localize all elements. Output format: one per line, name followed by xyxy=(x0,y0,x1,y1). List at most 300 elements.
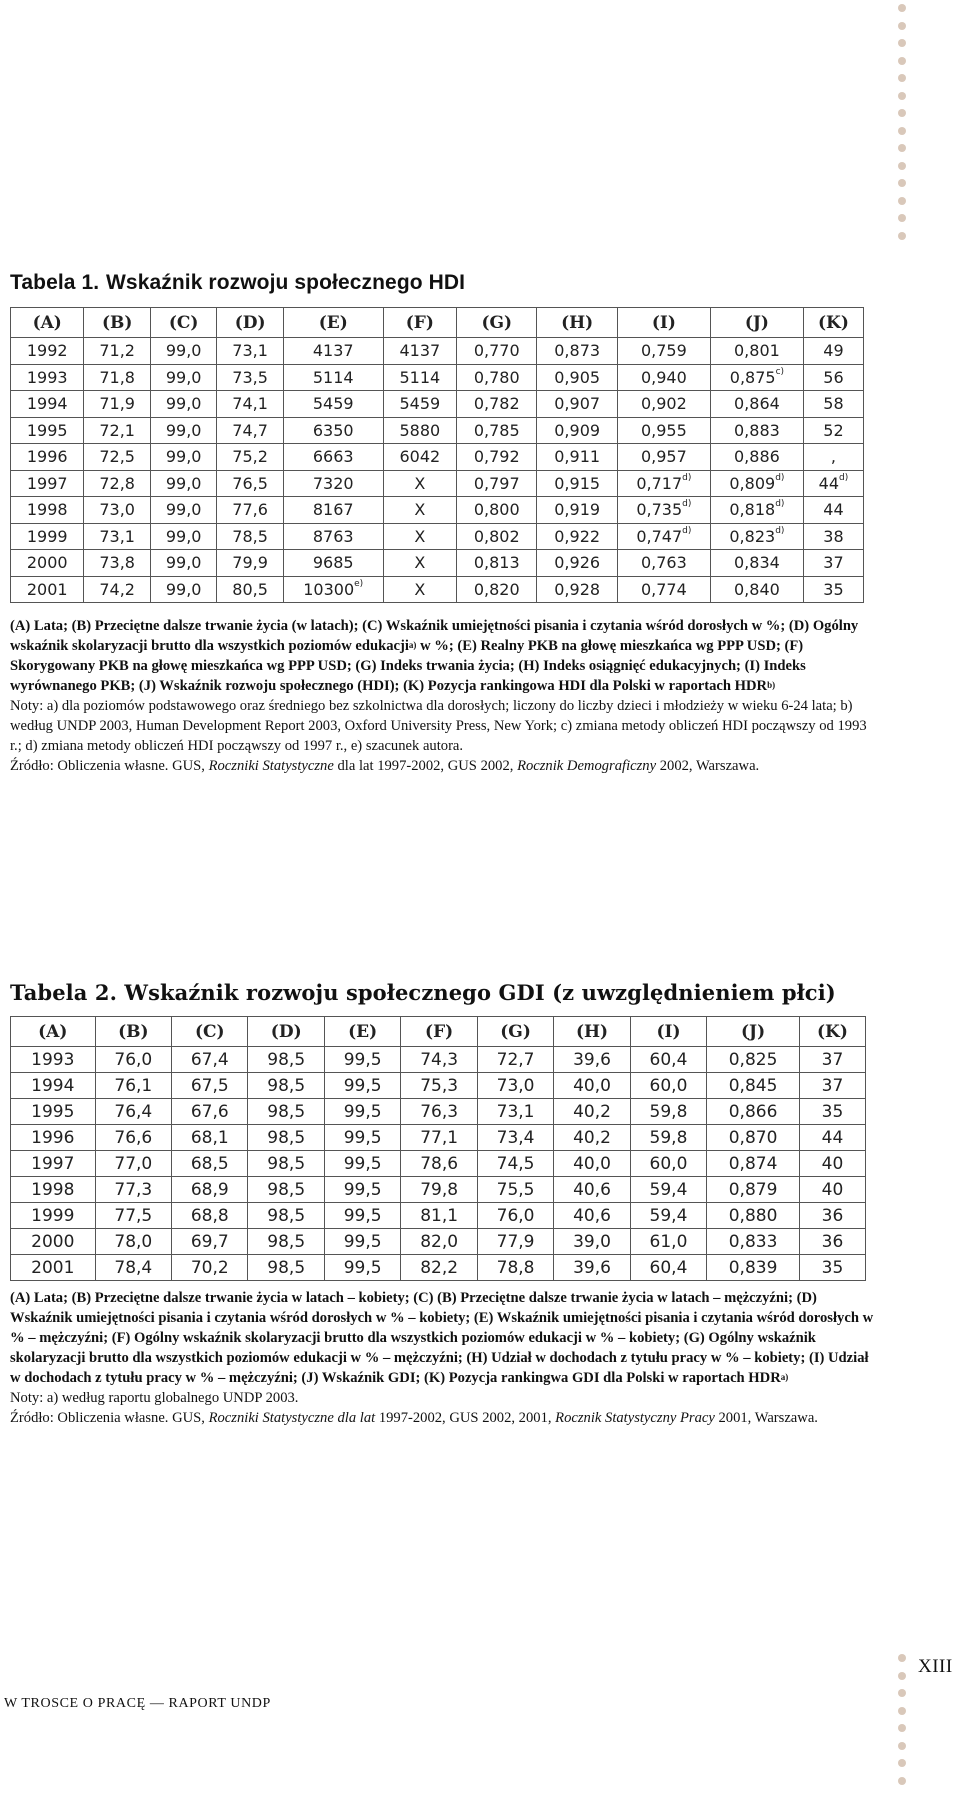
table1-row xyxy=(11,417,864,444)
table2-cell-value: 98,5 xyxy=(267,1049,306,1070)
table1-col-header: (A) xyxy=(11,308,84,338)
table1-cell xyxy=(383,338,456,365)
table1-cell-value: 0,928 xyxy=(554,579,601,599)
table1-cell xyxy=(217,576,283,603)
table1-row xyxy=(11,550,864,577)
table1-cell-footnote: d) xyxy=(682,499,692,510)
table1-source xyxy=(10,756,876,776)
table1-cell-value: 74,7 xyxy=(232,420,268,440)
table1-cell-value: X xyxy=(414,553,426,573)
table1-cell-footnote: d) xyxy=(682,525,692,536)
table1-cell xyxy=(537,444,617,471)
table1-cell-value: 77,6 xyxy=(232,500,268,520)
table1-cell xyxy=(457,497,537,524)
table1-cell xyxy=(150,417,216,444)
table2-row xyxy=(11,1073,866,1099)
table1-cell-value: 72,1 xyxy=(99,420,135,440)
table2-cell-value: 98,5 xyxy=(267,1231,306,1252)
table1-cell-value: 0,747 xyxy=(636,526,683,546)
table2-cell-value: 74,3 xyxy=(420,1049,459,1070)
table1-cell-value: 9685 xyxy=(312,553,354,573)
table2-cell xyxy=(11,1151,96,1177)
table1-cell xyxy=(11,497,84,524)
table2-source xyxy=(10,1408,876,1428)
table2-cell xyxy=(95,1151,171,1177)
table1-notes xyxy=(10,616,876,776)
table2-cell-value: 59,8 xyxy=(649,1127,688,1148)
table1-cell-value: 99,0 xyxy=(165,473,202,493)
table2-cell-value: 40,0 xyxy=(573,1153,611,1174)
table1-cell-value: 56 xyxy=(823,367,844,387)
table1-cell xyxy=(11,364,84,391)
table2-cell xyxy=(477,1177,553,1203)
table1-source-text-3: 2002, Warszawa. xyxy=(656,758,760,774)
table1-cell-value: 44 xyxy=(823,500,844,520)
table1-cell xyxy=(11,444,84,471)
table2-cell xyxy=(799,1073,865,1099)
table2-cell xyxy=(554,1151,630,1177)
table1-cell-value: 0,802 xyxy=(473,526,520,546)
table1-cell-value: 71,2 xyxy=(99,341,135,361)
table2-cell xyxy=(630,1151,706,1177)
table2-cell xyxy=(554,1177,630,1203)
table1-col-header: (B) xyxy=(84,308,150,338)
table2-cell xyxy=(630,1073,706,1099)
table1-cell xyxy=(537,364,617,391)
table2-cell-value: 40,2 xyxy=(573,1127,611,1148)
table1-cell-value: 0,774 xyxy=(640,579,687,599)
table2-cell-value: 72,7 xyxy=(496,1049,535,1070)
table1-cell xyxy=(84,364,150,391)
table1-cell xyxy=(84,497,150,524)
table2-cell xyxy=(11,1073,96,1099)
table1-cell-value: 0,873 xyxy=(554,341,601,361)
table1-cell xyxy=(283,444,383,471)
table1-cell-value: 99,0 xyxy=(165,394,202,414)
table1-cell xyxy=(617,391,710,418)
table1-cell xyxy=(283,470,383,497)
table2-title xyxy=(10,980,836,1005)
table2-cell-value: 61,0 xyxy=(649,1231,688,1252)
table2-cell xyxy=(799,1203,865,1229)
table1-cell xyxy=(150,523,216,550)
table2-cell xyxy=(248,1125,324,1151)
table1-cell-value: 0,809 xyxy=(729,473,776,493)
table1-cell xyxy=(383,364,456,391)
table2-source-text-1: Źródło: Obliczenia własne. GUS, xyxy=(10,1410,209,1426)
table2-col-header: (B) xyxy=(95,1017,171,1047)
table2-cell-value: 73,4 xyxy=(496,1127,535,1148)
table2-cell xyxy=(707,1125,800,1151)
table2-cell xyxy=(630,1203,706,1229)
table2-cell-value: 0,845 xyxy=(728,1075,778,1096)
table1-col-header: (E) xyxy=(283,308,383,338)
table1-cell xyxy=(283,364,383,391)
table1-cell-value: 0,813 xyxy=(473,553,520,573)
table2-row xyxy=(11,1099,866,1125)
table1-cell xyxy=(217,497,283,524)
table2-cell xyxy=(172,1151,248,1177)
table1-cell-footnote: d) xyxy=(839,472,849,483)
table1-cell-value: 0,957 xyxy=(640,447,687,467)
table1-row xyxy=(11,576,864,603)
table2-cell-value: 98,5 xyxy=(267,1127,306,1148)
table1-cell-value: 1996 xyxy=(26,447,68,467)
table1-cell xyxy=(383,550,456,577)
table1-footnotes: Noty: a) dla poziomów podstawowego oraz średniego bez szkolnictwa dla dorosłych; liczony do liczby dzieci i młodzieży w wieku 6-24 lata; b) według UNDP 2003, Human Development Report 2003, Oxford University Press, New York; c) zmiana metody obliczeń HDI począwszy od 1993 r.; d) zmiana metody obliczeń HDI począwszy od 1997 r., e) szacunek autora. xyxy=(10,698,867,754)
table1-cell-footnote: d) xyxy=(682,472,692,483)
table1-cell xyxy=(217,391,283,418)
table2-cell xyxy=(707,1203,800,1229)
table1-cell xyxy=(457,576,537,603)
table2-cell xyxy=(172,1125,248,1151)
table1-cell-value: 0,886 xyxy=(734,447,780,467)
table2-label: Tabela 2. xyxy=(10,980,117,1005)
table2-cell xyxy=(707,1047,800,1073)
table1-cell xyxy=(283,497,383,524)
table2-cell xyxy=(799,1099,865,1125)
table1-cell xyxy=(457,338,537,365)
table2-cell-value: 77,5 xyxy=(114,1205,153,1226)
table2-cell xyxy=(554,1125,630,1151)
table1-col-header: (J) xyxy=(710,308,803,338)
table1-cell-value: 4137 xyxy=(312,341,354,361)
table1-cell xyxy=(150,497,216,524)
table2-cell-value: 40,6 xyxy=(573,1179,611,1200)
table1-legend-text-2: w %; (E) Realny PKB na głowę mieszkańca wg PPP USD; (F) Skorygowany PKB na głowę mieszkańca wg PPP USD; (G) Indeks trwania życia; (H) Indeks osiągnięć edukacyjnych; (I) Indeks wyrównanego PKB; (J) Wskaźnik rozwoju społecznego (HDI); (K) Pozycja rankingowa HDI dla Polski w raportach HDR xyxy=(10,638,806,694)
table1-cell-value: 58 xyxy=(823,394,844,414)
table1-cell xyxy=(617,417,710,444)
table1-cell-value: 0,823 xyxy=(729,526,776,546)
table2-source-italic-2: Rocznik Statystyczny Pracy xyxy=(555,1410,715,1426)
page-number: XIII xyxy=(918,1656,953,1677)
table2-cell-value: 68,8 xyxy=(190,1205,229,1226)
table2-cell xyxy=(324,1203,400,1229)
table1-cell xyxy=(617,444,710,471)
table1-cell xyxy=(283,523,383,550)
table1-cell-value: 0,864 xyxy=(734,394,780,414)
table2-cell xyxy=(11,1047,96,1073)
table1-cell-value: 35 xyxy=(823,579,844,599)
table2-cell xyxy=(707,1229,800,1255)
table1-cell-value: 0,770 xyxy=(473,341,520,361)
table2-cell xyxy=(554,1073,630,1099)
table2-cell xyxy=(799,1177,865,1203)
table1-cell xyxy=(710,523,803,550)
table2-cell xyxy=(172,1073,248,1099)
table1-cell-value: 8763 xyxy=(312,526,354,546)
table1-cell-value: 74,1 xyxy=(232,394,268,414)
table1-cell-value: 73,0 xyxy=(99,500,135,520)
table1-cell xyxy=(537,497,617,524)
dot-column-bottom xyxy=(898,1654,908,1794)
table2-cell xyxy=(799,1125,865,1151)
table2-cell-value: 37 xyxy=(821,1049,844,1070)
table2-cell-value: 98,5 xyxy=(267,1153,306,1174)
table1-cell-value: 73,1 xyxy=(232,341,268,361)
table2-cell-value: 75,5 xyxy=(496,1179,535,1200)
table2-cell-value: 40 xyxy=(821,1179,844,1200)
table2-cell xyxy=(707,1151,800,1177)
table1-cell-value: 1999 xyxy=(26,526,68,546)
table2-cell xyxy=(477,1073,553,1099)
table2-cell xyxy=(707,1073,800,1099)
table1-source-text-2: dla lat 1997-2002, GUS 2002, xyxy=(333,758,518,774)
table1-cell xyxy=(457,523,537,550)
decorative-dot xyxy=(898,92,906,100)
table1-cell xyxy=(383,391,456,418)
table2-cell-value: 99,5 xyxy=(343,1179,382,1200)
table2-cell xyxy=(324,1125,400,1151)
table2-footnotes: Noty: a) według raportu globalnego UNDP 2003. xyxy=(10,1390,299,1406)
table1-cell xyxy=(803,364,863,391)
table2-cell-value: 0,825 xyxy=(728,1049,778,1070)
table1-cell-value: 1994 xyxy=(26,394,68,414)
decorative-dot xyxy=(898,4,906,12)
table1-source-text-1: Źródło: Obliczenia własne. GUS, xyxy=(10,758,209,774)
table2-cell-value: 98,5 xyxy=(267,1101,306,1122)
table1-cell-value: 2000 xyxy=(26,553,68,573)
table1-cell-value: 0,902 xyxy=(640,394,687,414)
table1-cell-value: 0,782 xyxy=(473,394,520,414)
table2-cell xyxy=(401,1047,477,1073)
table2-cell-value: 67,4 xyxy=(190,1049,229,1070)
table1-cell xyxy=(217,338,283,365)
table1-cell-value: 44 xyxy=(818,473,840,493)
table1-cell xyxy=(457,444,537,471)
table2-cell xyxy=(799,1255,865,1281)
table2-legend xyxy=(10,1288,876,1388)
table2-cell-value: 0,866 xyxy=(728,1101,778,1122)
table2-header-row xyxy=(11,1017,866,1047)
table1-cell-value: 5459 xyxy=(399,394,441,414)
table2-cell-value: 99,5 xyxy=(343,1153,382,1174)
table2-cell xyxy=(172,1203,248,1229)
table2-row xyxy=(11,1047,866,1073)
table2-cell xyxy=(477,1047,553,1073)
table1-label: Tabela 1. xyxy=(10,271,100,294)
table1-cell-value: 79,9 xyxy=(232,553,268,573)
table1-cell-value: 4137 xyxy=(399,341,441,361)
table2-notes xyxy=(10,1288,876,1428)
table1-cell xyxy=(537,550,617,577)
table1-cell xyxy=(803,391,863,418)
decorative-dot xyxy=(898,127,906,135)
table2-cell xyxy=(172,1229,248,1255)
table1-legend xyxy=(10,616,876,696)
table2-col-header: (I) xyxy=(630,1017,706,1047)
table2-row xyxy=(11,1255,866,1281)
table1-cell-footnote: d) xyxy=(775,525,785,536)
decorative-dot xyxy=(898,1724,906,1732)
table1-cell xyxy=(11,550,84,577)
table1-cell-footnote: d) xyxy=(775,499,785,510)
table1-cell xyxy=(803,550,863,577)
table1-cell xyxy=(150,391,216,418)
table1-row xyxy=(11,523,864,550)
decorative-dot xyxy=(898,1654,906,1662)
table1-cell-value: 10300 xyxy=(303,579,355,599)
table1-cell xyxy=(383,576,456,603)
table2-cell xyxy=(401,1203,477,1229)
table2-cell xyxy=(401,1151,477,1177)
table1-col-header: (K) xyxy=(803,308,863,338)
table1-col-header: (H) xyxy=(537,308,617,338)
table2-cell xyxy=(630,1255,706,1281)
table1-cell xyxy=(803,417,863,444)
table1-cell xyxy=(11,576,84,603)
table1-cell xyxy=(383,444,456,471)
table1-cell xyxy=(11,417,84,444)
table1-cell-value: 0,820 xyxy=(473,579,520,599)
running-head: W TROSCE O PRACĘ — RAPORT UNDP xyxy=(4,1696,271,1711)
table1-cell xyxy=(217,364,283,391)
table1-cell-value: 1998 xyxy=(26,500,68,520)
table1-cell-value: 0,955 xyxy=(640,420,687,440)
table2-cell-value: 77,9 xyxy=(496,1231,535,1252)
table2-cell-value: 0,839 xyxy=(728,1257,778,1278)
table1-cell xyxy=(617,338,710,365)
table2-cell xyxy=(554,1047,630,1073)
table1-legend-text-1: (A) Lata; (B) Przeciętne dalsze trwanie życia (w latach); (C) Wskaźnik umiejętności pisania i czytania wśród dorosłych w %; (D) Ogólny wskaźnik skolaryzacji brutto dla wszystkich poziomów edukacji xyxy=(10,618,859,654)
decorative-dot xyxy=(898,22,906,30)
table1-col-header: (I) xyxy=(617,308,710,338)
table1-legend-sup-1: a) xyxy=(408,640,417,650)
table1-cell xyxy=(283,338,383,365)
table2-cell-value: 75,3 xyxy=(420,1075,459,1096)
table2-cell xyxy=(248,1203,324,1229)
table2-cell xyxy=(477,1125,553,1151)
table1-cell-value: 1995 xyxy=(26,420,68,440)
table1-cell-value: 0,919 xyxy=(554,500,601,520)
table1-cell-value: 0,763 xyxy=(640,553,687,573)
table2-cell-value: 0,833 xyxy=(728,1231,778,1252)
table2-source-italic-1: Roczniki Statystyczne dla lat xyxy=(208,1410,376,1426)
table2-cell-value: 99,5 xyxy=(343,1205,382,1226)
table1-cell-value: 6350 xyxy=(312,420,354,440)
table1-col-header: (F) xyxy=(383,308,456,338)
table1-cell xyxy=(150,338,216,365)
table1-cell-value: 73,5 xyxy=(232,367,268,387)
decorative-dot xyxy=(898,1689,906,1697)
table2-cell xyxy=(477,1203,553,1229)
table2-cell xyxy=(11,1255,96,1281)
table1-cell xyxy=(383,417,456,444)
table2-cell xyxy=(95,1125,171,1151)
table2-cell-value: 78,0 xyxy=(114,1231,153,1252)
table2-cell xyxy=(248,1073,324,1099)
table2-cell-value: 1993 xyxy=(31,1049,75,1070)
table1-heading: Wskaźnik rozwoju społecznego HDI xyxy=(106,271,466,294)
table2-cell-value: 1995 xyxy=(31,1101,75,1122)
table2-cell xyxy=(324,1151,400,1177)
table1-cell xyxy=(710,497,803,524)
table1-cell-footnote: d) xyxy=(775,472,785,483)
table2-cell-value: 98,5 xyxy=(267,1257,306,1278)
table2-cell-value: 2001 xyxy=(31,1257,75,1278)
table2-cell xyxy=(95,1203,171,1229)
table2-cell xyxy=(95,1073,171,1099)
table1-cell-value: 1993 xyxy=(26,367,68,387)
table1-cell-value: 73,8 xyxy=(99,553,135,573)
table1-cell xyxy=(537,391,617,418)
table2-cell xyxy=(324,1047,400,1073)
table2-cell-value: 1997 xyxy=(31,1153,75,1174)
table1-cell xyxy=(84,470,150,497)
table2-cell xyxy=(554,1229,630,1255)
table1-cell-value: 71,8 xyxy=(99,367,135,387)
table2-cell-value: 77,3 xyxy=(114,1179,153,1200)
table2-col-header: (D) xyxy=(248,1017,324,1047)
table1-cell xyxy=(537,417,617,444)
table2-cell xyxy=(477,1151,553,1177)
table2-cell-value: 73,0 xyxy=(496,1075,535,1096)
table1-cell xyxy=(217,444,283,471)
decorative-dot xyxy=(898,1742,906,1750)
table1-cell xyxy=(537,470,617,497)
table1-cell xyxy=(803,470,863,497)
table2-cell-value: 60,0 xyxy=(649,1075,688,1096)
table1-cell xyxy=(283,576,383,603)
table2-cell-value: 1999 xyxy=(31,1205,75,1226)
table1-cell-value: 99,0 xyxy=(165,447,202,467)
table1-cell-value: 6663 xyxy=(312,447,354,467)
table2-cell-value: 59,8 xyxy=(649,1101,688,1122)
table2-cell-value: 99,5 xyxy=(343,1075,382,1096)
table2-cell-value: 39,6 xyxy=(573,1049,611,1070)
table1-cell-value: 5114 xyxy=(399,367,441,387)
table2-col-header: (G) xyxy=(477,1017,553,1047)
table2-cell xyxy=(401,1229,477,1255)
table1-cell-value: 0,785 xyxy=(473,420,520,440)
table1 xyxy=(10,307,864,603)
table2-cell xyxy=(172,1099,248,1125)
table2-cell xyxy=(248,1255,324,1281)
table1-cell-value: 75,2 xyxy=(232,447,268,467)
table2 xyxy=(10,1016,866,1281)
table2-legend-sup: a) xyxy=(780,1372,789,1382)
table1-cell-value: 1992 xyxy=(26,341,68,361)
table2-cell-value: 76,0 xyxy=(496,1205,535,1226)
table2-cell xyxy=(630,1177,706,1203)
table1-title xyxy=(10,270,465,295)
table1-cell-value: 0,801 xyxy=(734,341,780,361)
table1-row xyxy=(11,444,864,471)
table1-col-header: (G) xyxy=(457,308,537,338)
table2-heading: Wskaźnik rozwoju społecznego GDI (z uwzględnieniem płci) xyxy=(124,980,836,1005)
table1-cell xyxy=(617,470,710,497)
table2-row xyxy=(11,1151,866,1177)
decorative-dot xyxy=(898,162,906,170)
table2-cell xyxy=(11,1229,96,1255)
table2-cell xyxy=(477,1255,553,1281)
table1-cell xyxy=(457,417,537,444)
table1-col-header: (D) xyxy=(217,308,283,338)
table1-cell xyxy=(150,470,216,497)
table2-cell xyxy=(707,1255,800,1281)
table2-cell-value: 36 xyxy=(821,1231,844,1252)
table2-cell-value: 39,6 xyxy=(573,1257,611,1278)
table1-cell xyxy=(150,576,216,603)
table2-legend-text: (A) Lata; (B) Przeciętne dalsze trwanie życia w latach – kobiety; (C) (B) Przeciętne dalsze trwanie życia w latach – mężczyźni; (D) Wskaźnik umiejętności pisania i czytania wśród dorosłych w % – kobiety; (E) Wskaźnik umiejętności pisania i czytania wśród dorosłych w % – mężczyźni; (F) Ogólny wskaźnik skolaryzacji brutto dla wszystkich poziomów edukacji w % – kobiety; (G) Ogólny wskaźnik skolaryzacji brutto dla wszystkich poziomów edukacji w % – mężczyźni; (H) Udział w dochodach z tytułu pracy w % – kobiety; (I) Udział w dochodach z tytułu pracy w % – mężczyźni; (J) Wskaźnik GDI; (K) Pozycja rankingwa GDI dla Polski w raportach HDR xyxy=(10,1290,874,1386)
table1-cell xyxy=(217,523,283,550)
table2-row xyxy=(11,1125,866,1151)
table1-cell xyxy=(383,470,456,497)
table1-cell-value: X xyxy=(414,579,426,599)
table1-cell-value: 0,909 xyxy=(554,420,601,440)
table2-cell xyxy=(11,1203,96,1229)
dot-column-top xyxy=(898,4,908,249)
